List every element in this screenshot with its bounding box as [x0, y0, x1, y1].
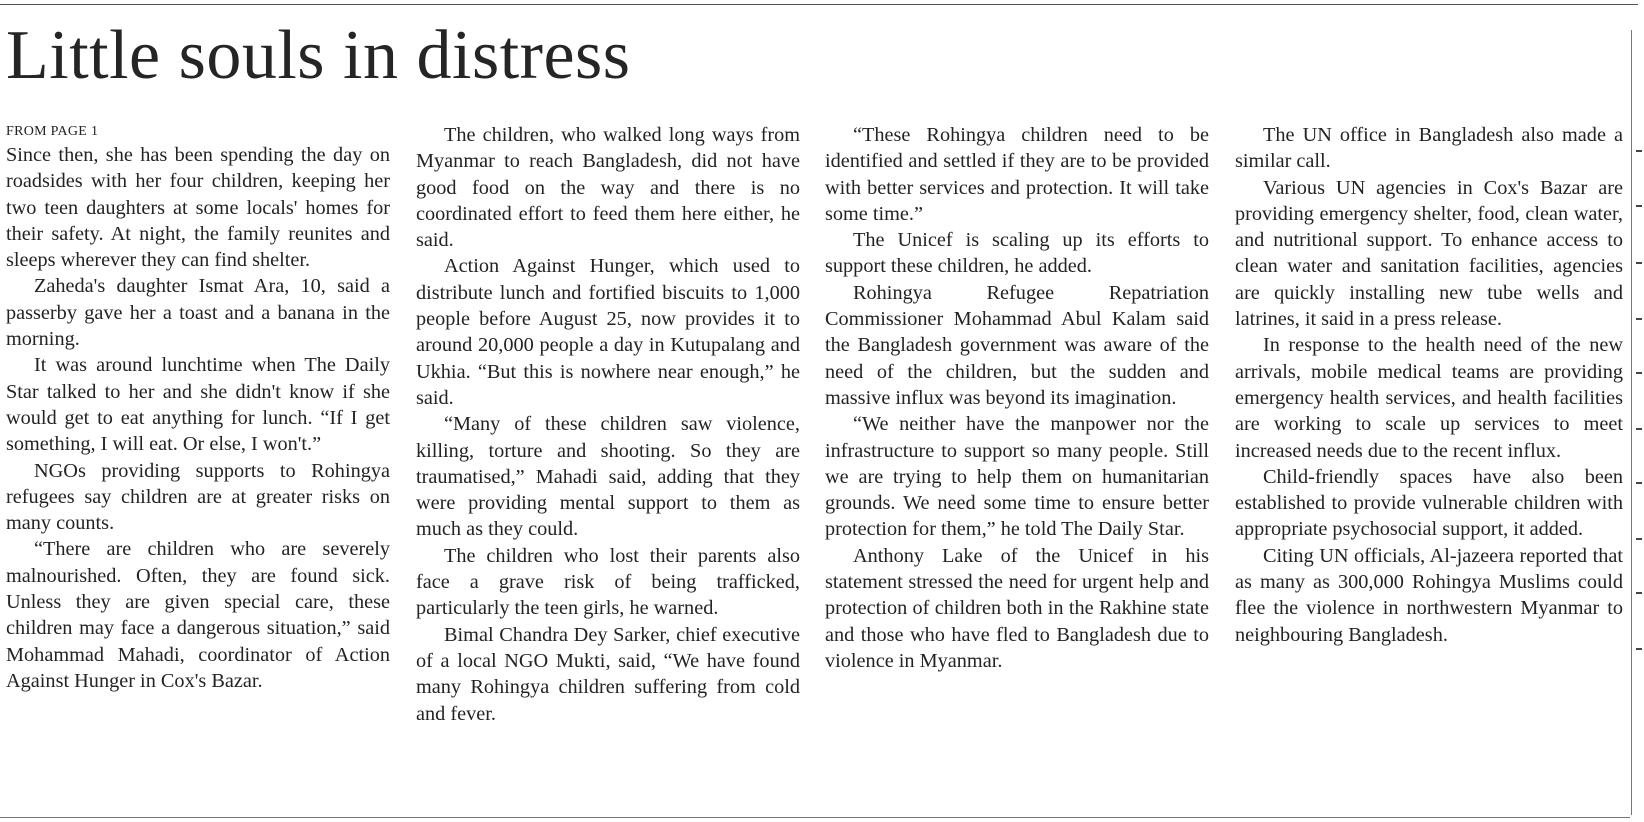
adjacent-column-fragment — [1636, 150, 1642, 152]
article-column-1 — [6, 122, 390, 694]
adjacent-column-fragment — [1636, 372, 1642, 374]
paragraph: Bimal Chandra Dey Sarker, chief executive of a local NGO Mukti, said, “We have found many Rohingya children suffering from cold and fever. — [416, 623, 800, 725]
paragraph: Action Against Hunger, which used to distribute lunch and fortified biscuits to 1,000 people before August 25, now provides it to around 20,000 people a day in Kutupalang and Ukhia. “But this is nowhere near enough,” he said. — [416, 255, 800, 409]
paragraph: “These Rohingya children need to be identified and settled if they are to be provided with better services and protection. It will take some time.” — [825, 124, 1209, 225]
paragraph: “We neither have the manpower nor the infrastructure to support so many people. Still we are trying to help them on humanitarian grounds. We need some time to ensure better protection for them,” he told The Daily Star. — [825, 413, 1209, 541]
adjacent-column-fragment — [1636, 538, 1642, 540]
paragraph: Anthony Lake of the Unicef in his statement stressed the need for urgent help and protection of children both in the Rakhine state and those who have fled to Bangladesh due to violence in Myanmar. — [825, 544, 1209, 672]
paragraph: Child-friendly spaces have also been established to provide vulnerable children with appropriate psychosocial support, it added. — [1235, 465, 1623, 541]
paragraph: “Many of these children saw violence, killing, torture and shooting. So they are traumatised,” Mahadi said, adding that they were providing mental support to them as much as they could. — [416, 413, 800, 541]
paragraph: The UN office in Bangladesh also made a similar call. — [1235, 124, 1623, 173]
paragraph: Various UN agencies in Cox's Bazar are providing emergency shelter, food, clean water, and nutritional support. To enhance access to clean water and sanitation facilities, agencies are quickly installing new tube wells and latrines, it said in a press release. — [1235, 176, 1623, 331]
adjacent-column-fragment — [1636, 648, 1642, 650]
adjacent-column-fragment — [1636, 482, 1642, 484]
from-page-kicker: FROM PAGE 1 — [6, 124, 99, 139]
paragraph: The Unicef is scaling up its efforts to support these children, he added. — [825, 229, 1209, 278]
right-column-rule — [1631, 30, 1632, 815]
paragraph: Since then, she has been spending the day on roadsides with her four children, keeping her two teen daughters at some locals' homes for their safety. At night, the family reunites and sleeps wherever they can find shelter. — [6, 144, 390, 272]
adjacent-column-fragment — [1636, 592, 1642, 594]
paragraph: Citing UN officials, Al-jazeera reported that as many as 300,000 Rohingya Muslims could flee the violence in northwestern Myanmar to neighbouring Bangladesh. — [1235, 544, 1623, 646]
paragraph: In response to the health need of the new arrivals, mobile medical teams are providing emergency health services, and health facilities are working to scale up services to meet increased needs due to the recent influx. — [1235, 334, 1623, 462]
article-column-2 — [416, 122, 800, 727]
article-column-3 — [825, 122, 1209, 674]
adjacent-column-fragment — [1636, 318, 1642, 320]
top-rule — [0, 4, 1638, 5]
adjacent-column-fragment — [1636, 205, 1642, 207]
article-column-4 — [1235, 122, 1623, 648]
adjacent-column-fragment — [1636, 262, 1642, 264]
paragraph: Rohingya Refugee Repatriation Commissioner Mohammad Abul Kalam said the Bangladesh government was aware of the need of the children, but the sudden and massive influx was beyond its imagination. — [825, 281, 1209, 409]
paragraph: Zaheda's daughter Ismat Ara, 10, said a passerby gave her a toast and a banana in the morning. — [6, 275, 390, 351]
paragraph: The children who lost their parents also face a grave risk of being trafficked, particularly the teen girls, he warned. — [416, 544, 800, 620]
paragraph: The children, who walked long ways from Myanmar to reach Bangladesh, did not have good food on the way and there is no coordinated effort to feed them here either, he said. — [416, 124, 800, 252]
paragraph: It was around lunchtime when The Daily Star talked to her and she didn't know if she would get to eat anything for lunch. “If I get something, I will eat. Or else, I won't.” — [6, 354, 390, 456]
bottom-rule — [0, 817, 1630, 818]
adjacent-column-fragment — [1636, 428, 1642, 430]
headline: Little souls in distress — [6, 17, 631, 94]
paragraph: “There are children who are severely malnourished. Often, they are found sick. Unless they are given special care, these children may face a dangerous situation,” said Mohammad Mahadi, coordinator of Action Against Hunger in Cox's Bazar. — [6, 538, 390, 692]
paragraph: NGOs providing supports to Rohingya refugees say children are at greater risks on many counts. — [6, 459, 390, 535]
